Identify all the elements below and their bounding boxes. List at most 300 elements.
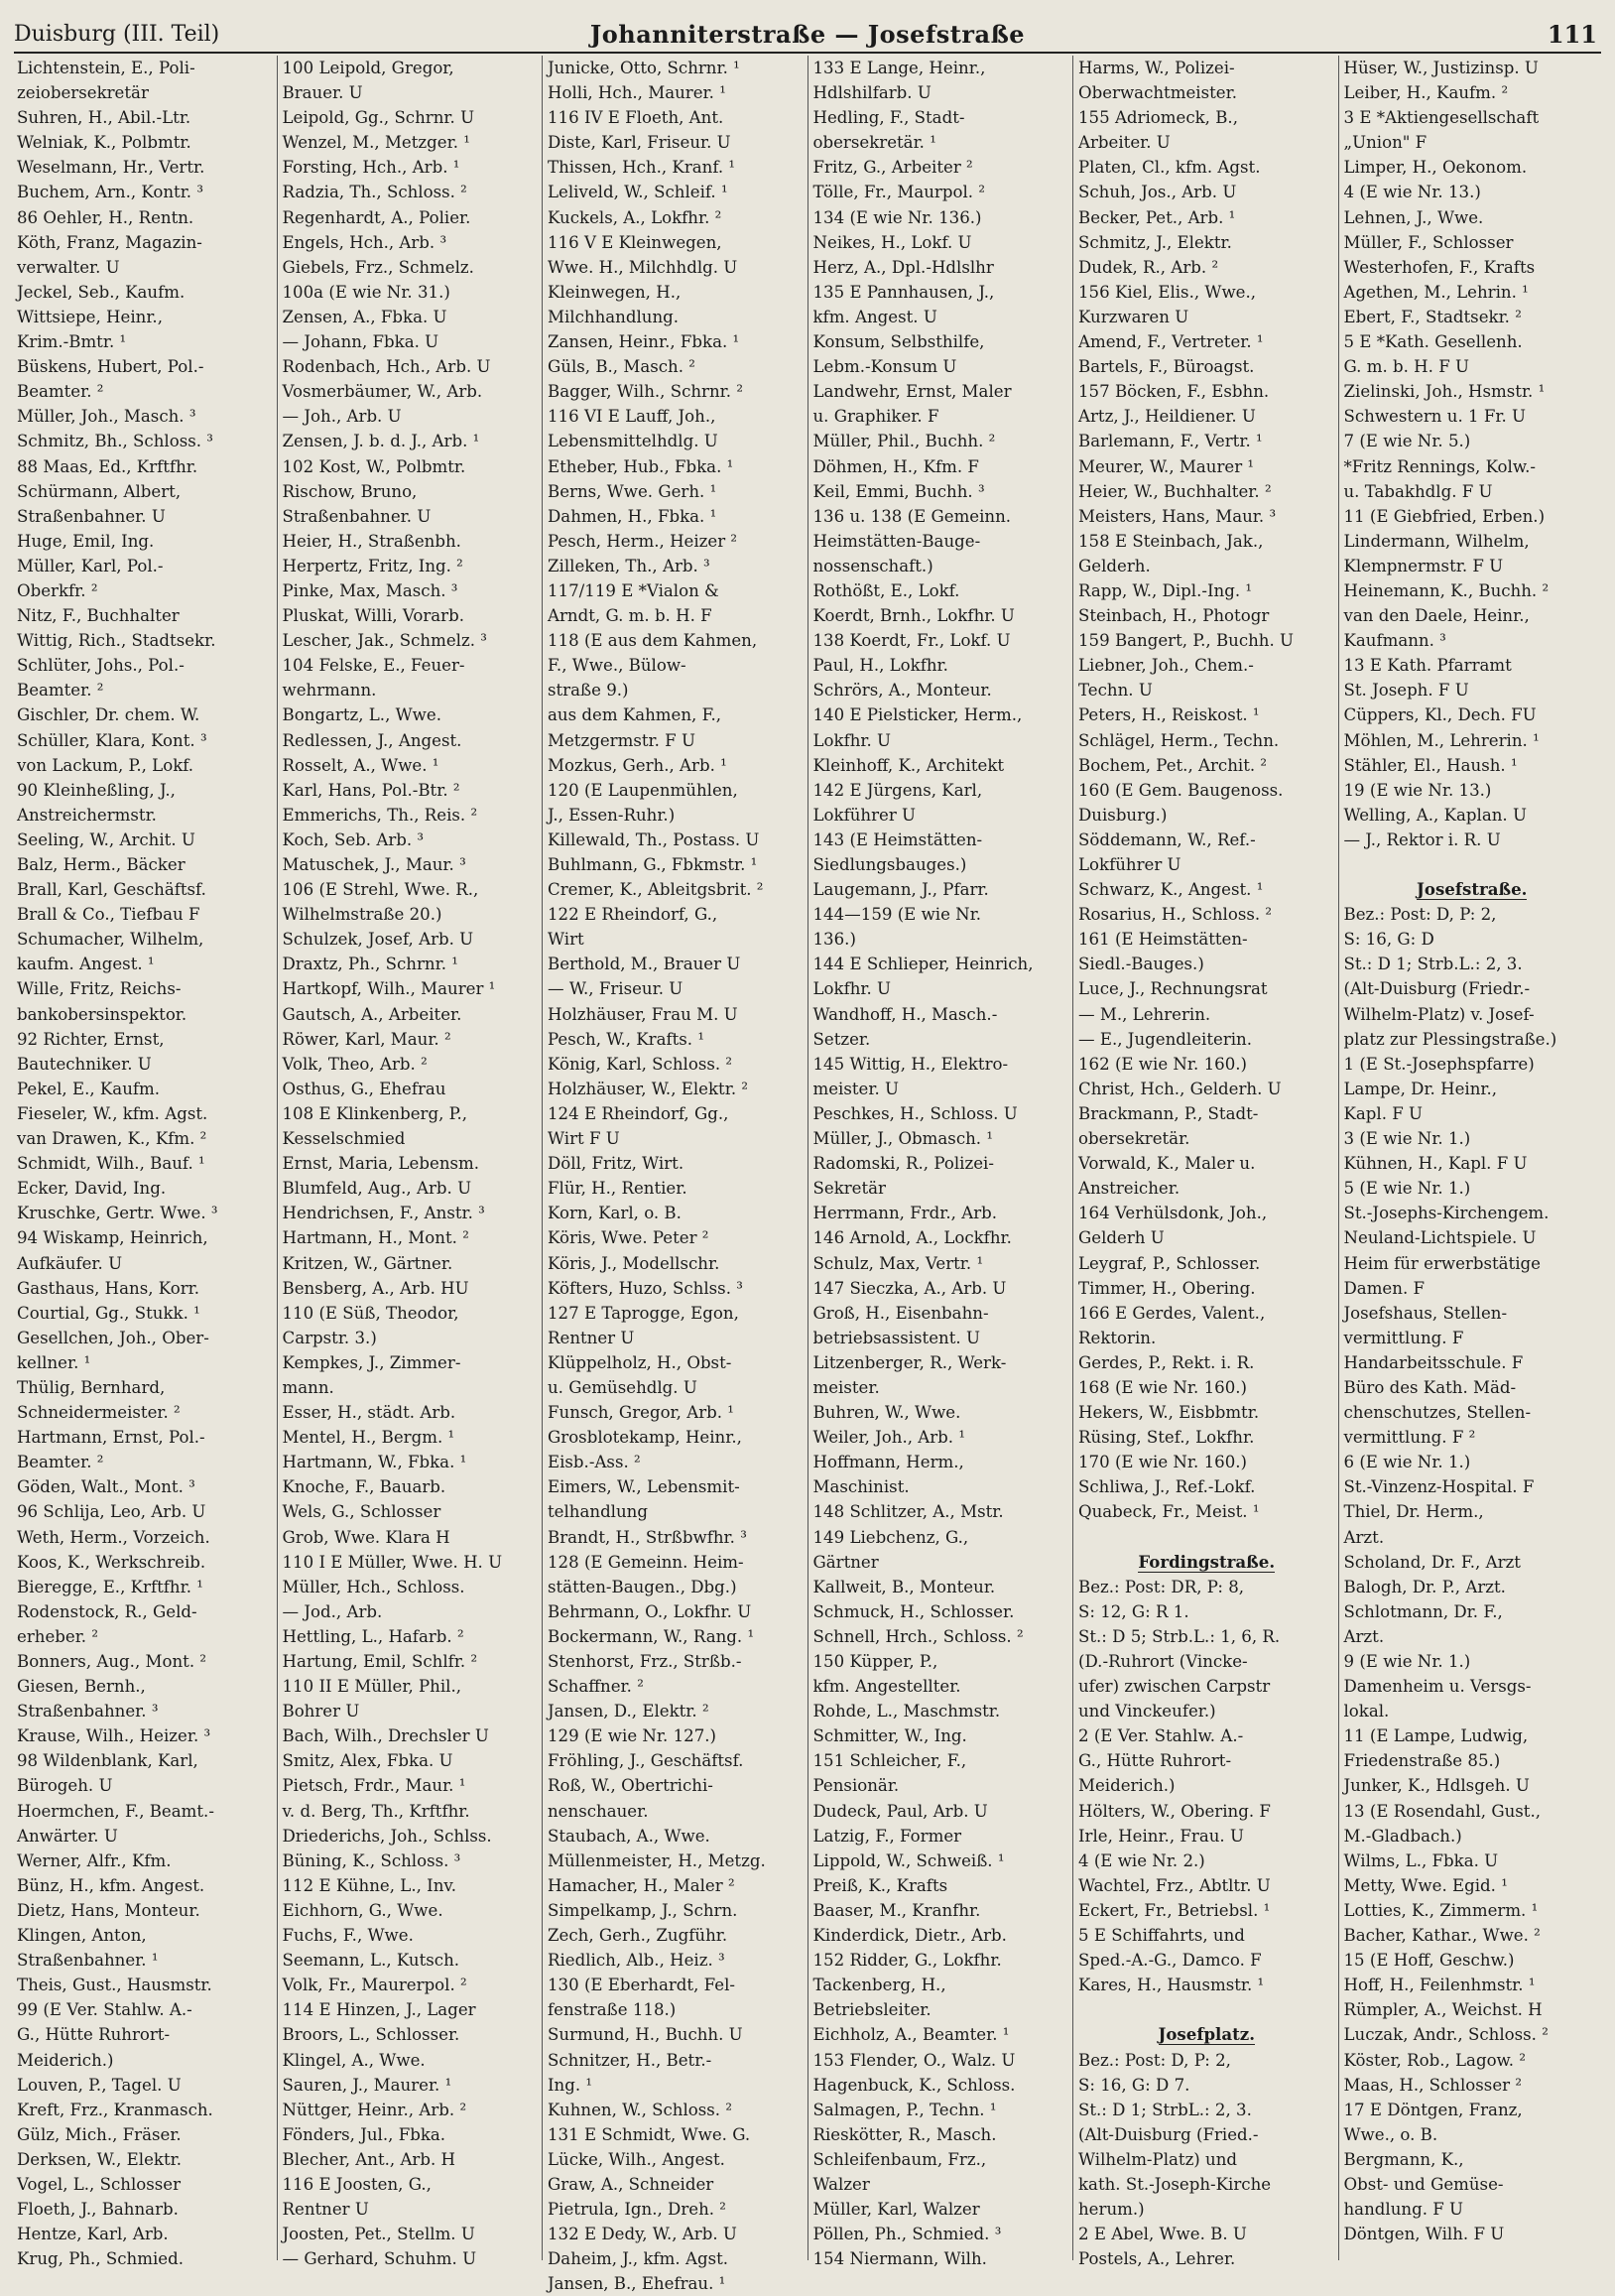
entry-line: Büskens, Hubert, Pol.- <box>17 357 204 377</box>
entry-line: vermittlung. F ² <box>1343 1428 1476 1448</box>
entry-line: 143 (E Heimstätten- <box>812 829 983 849</box>
entry-line: Killewald, Th., Postass. U <box>548 829 760 849</box>
entry-line: Müller, Hch., Schloss. <box>282 1577 465 1596</box>
entry-line: 3 E *Aktiengesellschaft <box>1343 108 1540 128</box>
entry-line: Seemann, L., Kutsch. <box>282 1951 460 1971</box>
entry-line: Kruschke, Gertr. Wwe. ³ <box>17 1204 218 1223</box>
entry-line: Sauren, J., Maurer. ¹ <box>282 2075 452 2095</box>
entry-line: 17 E Döntgen, Franz, <box>1343 2100 1523 2119</box>
entry-line: Tackenberg, H., <box>812 1976 946 1995</box>
entry-line: St.-Vinzenz-Hospital. F <box>1343 1477 1535 1497</box>
entry-line: St.: D 5; Strb.L.: 1, 6, R. <box>1078 1626 1281 1646</box>
entry-line: 3 (E wie Nr. 1.) <box>1343 1129 1471 1149</box>
entry-line: Leliveld, W., Schleif. ¹ <box>548 183 728 202</box>
entry-line: Köth, Franz, Magazin- <box>17 232 202 252</box>
entry-line: Regenhardt, A., Polier. <box>282 207 471 227</box>
entry-line: Schlüter, Johs., Pol.- <box>17 656 185 676</box>
entry-line: Meiderich.) <box>1078 1776 1176 1796</box>
entry-line: Christ, Hch., Gelderh. U <box>1078 1079 1282 1098</box>
entry-line: Neikes, H., Lokf. U <box>812 232 972 252</box>
entry-line: 130 (E Eberhardt, Fel- <box>548 1976 735 1995</box>
entry-line: Wels, G., Schlosser <box>282 1502 441 1522</box>
entry-line: Fritz, G., Arbeiter ² <box>812 158 973 178</box>
entry-line: Vogel, L., Schlosser <box>17 2174 182 2194</box>
entry-line: Blumfeld, Aug., Arb. U <box>282 1179 472 1199</box>
entry-line: Korn, Karl, o. B. <box>548 1204 682 1223</box>
entry-line: Hartmann, H., Mont. ² <box>282 1228 469 1248</box>
entry-line: 154 Niermann, Wilh. <box>812 2249 987 2269</box>
entry-line: bankobersinspektor. <box>17 1004 187 1024</box>
entry-line: M.-Gladbach.) <box>1343 1826 1462 1846</box>
entry-line: Grob, Wwe. Klara H <box>282 1527 450 1547</box>
entry-line: Döhmen, H., Kfm. F <box>812 456 979 476</box>
entry-line: Schnitzer, H., Betr.- <box>548 2050 712 2070</box>
entry-line: Eichhorn, G., Wwe. <box>282 1900 443 1920</box>
entry-line: 104 Felske, E., Feuer- <box>282 656 465 676</box>
entry-line: 127 E Taproggе, Egon, <box>548 1303 739 1323</box>
page-number: 111 <box>1547 20 1597 49</box>
entry-line: 7 (E wie Nr. 5.) <box>1343 432 1471 451</box>
entry-line: Handarbeitsschule. F <box>1343 1352 1524 1372</box>
entry-line: Bünz, H., kfm. Angest. <box>17 1875 205 1895</box>
entry-line: 13 E Kath. Pfarramt <box>1343 656 1512 676</box>
entry-line: Hdlshilfarb. U <box>812 83 932 103</box>
entry-line: Matuschek, J., Maur. ³ <box>282 855 466 874</box>
entry-line: Göden, Walt., Mont. ³ <box>17 1477 195 1497</box>
entry-line: Laugemann, J., Pfarr. <box>812 880 989 900</box>
entry-line: Bürogeh. U <box>17 1776 113 1796</box>
entry-line: lokal. <box>1343 1702 1390 1722</box>
entry-line: 147 Sieczka, A., Arb. U <box>812 1278 1007 1298</box>
entry-line: Schürmann, Albert, <box>17 481 182 501</box>
entry-line: Hagenbuck, K., Schloss. <box>812 2075 1016 2095</box>
entry-line: *Fritz Rennings, Kolw.- <box>1343 456 1536 476</box>
entry-line: 5 E *Kath. Gesellenh. <box>1343 332 1523 352</box>
entry-line: — W., Friseur. U <box>548 979 683 999</box>
entry-line: Postels, A., Lehrer. <box>1078 2249 1236 2269</box>
entry-line: Thiel, Dr. Herm., <box>1343 1502 1484 1522</box>
entry-line: Rodenstock, R., Geld- <box>17 1601 197 1621</box>
entry-line: — M., Lehrerin. <box>1078 1004 1211 1024</box>
entry-line: Preiß, K., Krafts <box>812 1875 948 1895</box>
entry-line: Welling, A., Kaplan. U <box>1343 805 1527 825</box>
entry-line: 136.) <box>812 930 856 950</box>
entry-line: Litzenberger, R., Werk- <box>812 1352 1007 1372</box>
entry-line: Junicke, Otto, Schrnr. ¹ <box>548 59 740 77</box>
entry-line: Bergmann, K., <box>1343 2149 1464 2169</box>
entry-line: Welniak, K., Polbmtr. <box>17 133 191 153</box>
entry-line: Hölters, W., Obering. F <box>1078 1801 1271 1821</box>
entry-line: Nüttger, Heinr., Arb. ² <box>282 2100 467 2119</box>
entry-line: Brauer. U <box>282 83 363 103</box>
entry-line: Schlotmann, Dr. F., <box>1343 1601 1503 1621</box>
entry-line <box>1078 1525 1335 1550</box>
entry-line: 134 (E wie Nr. 136.) <box>812 207 982 227</box>
entry-line: Friedenstraße 85.) <box>1343 1751 1501 1771</box>
entry-line: Ebert, F., Stadtsekr. ² <box>1343 307 1522 326</box>
entry-line: Seeling, W., Archit. U <box>17 829 195 849</box>
entry-line: telhandlung <box>548 1502 648 1522</box>
entry-line: S: 12, G: R 1. <box>1078 1601 1189 1621</box>
entry-line: Dudek, R., Arb. ² <box>1078 257 1219 277</box>
entry-line: Damenheim u. Versgs- <box>1343 1677 1532 1697</box>
entry-line: Mentel, H., Bergm. ¹ <box>282 1428 455 1448</box>
entry-line: Bonners, Aug., Mont. ² <box>17 1652 207 1671</box>
entry-line: u. Tabakhdlg. F U <box>1343 481 1493 501</box>
entry-line: Wittsiepe, Heinr., <box>17 307 163 326</box>
entry-line: Lescher, Jak., Schmelz. ³ <box>282 631 487 651</box>
entry-line: St.: D 1; Strb.L.: 2, 3. <box>1343 955 1523 974</box>
entry-line: erheber. ² <box>17 1626 99 1646</box>
entry-line: Rieskötter, R., Masch. <box>812 2124 997 2144</box>
entry-line: Anstreicher. <box>1078 1179 1180 1199</box>
entry-line: Pietrula, Ign., Dreh. ² <box>548 2200 726 2220</box>
entry-line: (Alt-Duisburg (Fried.- <box>1078 2124 1259 2144</box>
entry-line: Steinbach, H., Photogr <box>1078 606 1270 626</box>
entry-line: Döll, Fritz, Wirt. <box>548 1154 684 1174</box>
entry-line: 99 (E Ver. Stahlw. A.- <box>17 2000 192 2020</box>
entry-line: Beamter. ² <box>17 382 104 402</box>
entry-line: 138 Koerdt, Fr., Lokf. U <box>812 631 1011 651</box>
entry-line: Pietsch, Frdr., Maur. ¹ <box>282 1776 466 1796</box>
entry-line: Holzhäuser, Frau M. U <box>548 1004 738 1024</box>
entry-line: Wilhelm-Platz) und <box>1078 2149 1238 2169</box>
entry-line: Lücke, Wilh., Angest. <box>548 2149 725 2169</box>
entry-line: Hekers, W., Eisbbmtr. <box>1078 1403 1260 1423</box>
entry-line: herum.) <box>1078 2200 1145 2220</box>
entry-line: Kinderdick, Dietr., Arb. <box>812 1926 1007 1946</box>
entry-line: Heinemann, K., Buchh. ² <box>1343 580 1550 600</box>
entry-line: 106 (E Strehl, Wwe. R., <box>282 880 479 900</box>
entry-line: Wilhelmstraße 20.) <box>282 905 442 925</box>
entry-line: Rektorin. <box>1078 1328 1157 1347</box>
entry-line: Köfters, Huzo, Schlss. ³ <box>548 1278 743 1298</box>
entry-line: 157 Böcken, F., Esbhn. <box>1078 382 1270 402</box>
entry-line: Pinke, Max, Masch. ³ <box>282 580 458 600</box>
entry-line: Staubach, A., Wwe. <box>548 1826 710 1846</box>
entry-line: 151 Schleicher, F., <box>812 1751 967 1771</box>
entry-line: Mozkus, Gerh., Arb. ¹ <box>548 755 727 775</box>
entry-line: Arndt, G. m. b. H. F <box>548 606 712 626</box>
entry-line: Maschinist. <box>812 1477 910 1497</box>
entry-line: St. Joseph. F U <box>1343 681 1469 701</box>
entry-line: Beamter. ² <box>17 681 104 701</box>
entry-line: Derksen, W., Elektr. <box>17 2149 183 2169</box>
entry-line: Becker, Pet., Arb. ¹ <box>1078 207 1236 227</box>
entry-line: Wilms, L., Fbka. U <box>1343 1850 1499 1870</box>
entry-line: meister. U <box>812 1079 900 1098</box>
entry-line: Weth, Herm., Vorzeich. <box>17 1527 210 1547</box>
entry-line: Hedling, F., Stadt- <box>812 108 965 128</box>
entry-line: 140 E Pielsticker, Herm., <box>812 705 1023 725</box>
entry-line: 133 E Lange, Heinr., <box>812 59 986 77</box>
entry-line: Hettling, L., Hafarb. ² <box>282 1626 464 1646</box>
entry-line: Courtial, Gg., Stukk. ¹ <box>17 1303 200 1323</box>
entry-line: obersekretär. ¹ <box>812 133 936 153</box>
entry-line: Carpstr. 3.) <box>282 1328 377 1347</box>
entry-line: 117/119 E *Vialon & <box>548 580 719 600</box>
entry-line: Engels, Hch., Arb. ³ <box>282 232 447 252</box>
entry-line: Schulz, Max, Vertr. ¹ <box>812 1253 984 1273</box>
entry-line: 135 E Pannhausen, J., <box>812 282 995 302</box>
entry-line: Salmagen, P., Techn. ¹ <box>812 2100 997 2119</box>
entry-line: Straßenbahner. U <box>17 506 166 526</box>
entry-line: Kaufmann. ³ <box>1343 631 1446 651</box>
entry-line: obersekretär. <box>1078 1129 1190 1149</box>
entry-line: Bartels, F., Büroagst. <box>1078 357 1255 377</box>
entry-line: Müller, Karl, Pol.- <box>17 556 164 575</box>
entry-line: Lebensmittelhdlg. U <box>548 432 718 451</box>
entry-line: 100 Leipold, Gregor, <box>282 59 454 77</box>
entry-line: — Jod., Arb. <box>282 1601 383 1621</box>
entry-line: Joosten, Pet., Stellm. U <box>282 2225 475 2244</box>
entry-line: (Alt-Duisburg (Friedr.- <box>1343 979 1531 999</box>
entry-line: Arzt. <box>1343 1527 1385 1547</box>
entry-line: Gülz, Mich., Fräser. <box>17 2124 182 2144</box>
entry-line: 118 (E aus dem Kahmen, <box>548 631 758 651</box>
entry-line: Müller, Joh., Masch. ³ <box>17 407 196 427</box>
entry-line: Buhlmann, G., Fbkmstr. ¹ <box>548 855 758 874</box>
page-header <box>14 14 1601 54</box>
entry-line: Obst- und Gemüse- <box>1343 2174 1504 2194</box>
entry-line: Wachtel, Frz., Abtltr. U <box>1078 1875 1271 1895</box>
entry-line: aus dem Kahmen, F., <box>548 705 722 725</box>
entry-line: Hartmann, Ernst, Pol.- <box>17 1428 205 1448</box>
entry-line: Forsting, Hch., Arb. ¹ <box>282 158 460 178</box>
entry-line: Wirt <box>548 930 584 950</box>
entry-line: „Union" F <box>1343 133 1428 153</box>
entry-line: u. Gemüsehdlg. U <box>548 1377 697 1397</box>
entry-line: Konsum, Selbsthilfe, <box>812 332 985 352</box>
entry-line: Grosblotekamp, Heinr., <box>548 1428 742 1448</box>
entry-line: 120 (E Laupenmühlen, <box>548 780 738 800</box>
entry-line: Kreft, Frz., Kranmasch. <box>17 2100 213 2119</box>
entry-line: verwalter. U <box>17 257 120 277</box>
entry-line: kellner. ¹ <box>17 1352 91 1372</box>
entry-line: Groß, H., Eisenbahn- <box>812 1303 989 1323</box>
column-2 <box>278 56 544 2269</box>
entry-line: Wwe., o. B. <box>1343 2124 1438 2144</box>
entry-line: platz zur Plessingstraße.) <box>1343 1029 1557 1049</box>
entry-line: König, Karl, Schloss. ² <box>548 1054 733 1074</box>
entry-line: handlung. F U <box>1343 2200 1464 2220</box>
entry-line: Straßenbahner. ³ <box>17 1702 159 1722</box>
entry-line: van den Daele, Heinr., <box>1343 606 1530 626</box>
entry-line: Gelderh. <box>1078 556 1151 575</box>
entry-line: Bensberg, A., Arb. HU <box>282 1278 469 1298</box>
entry-line: Theis, Gust., Hausmstr. <box>17 1976 212 1995</box>
entry-line: Schneidermeister. ² <box>17 1403 181 1423</box>
entry-line: Balz, Herm., Bäcker <box>17 855 186 874</box>
entry-line: Bez.: Post: D, P: 2, <box>1078 2050 1231 2070</box>
entry-line: Latzig, F., Former <box>812 1826 962 1846</box>
entry-line: — Joh., Arb. U <box>282 407 402 427</box>
entry-line: Eichholz, A., Beamter. ¹ <box>812 2025 1010 2045</box>
entry-line: Hendrichsen, F., Anstr. ³ <box>282 1204 485 1223</box>
entry-line: 100a (E wie Nr. 31.) <box>282 282 450 302</box>
entry-line: Quabeck, Fr., Meist. ¹ <box>1078 1502 1260 1522</box>
entry-line: Schaffner. ² <box>548 1677 644 1697</box>
entry-line: Wenzel, M., Metzger. ¹ <box>282 133 470 153</box>
entry-line: 1 (E St.-Josephspfarre) <box>1343 1054 1535 1074</box>
entry-line: Osthus, G., Ehefrau <box>282 1079 446 1098</box>
entry-line: 108 E Klinkenberg, P., <box>282 1103 467 1123</box>
entry-line: — E., Jugendleiterin. <box>1078 1029 1253 1049</box>
entry-line: Siedlungsbauges.) <box>812 855 967 874</box>
entry-line: Meurer, W., Maurer ¹ <box>1078 456 1255 476</box>
entry-line: Oberwachtmeister. <box>1078 83 1237 103</box>
entry-line: Ecker, David, Ing. <box>17 1179 167 1199</box>
entry-line: 166 E Gerdes, Valent., <box>1078 1303 1266 1323</box>
entry-line: Eimers, W., Lebensmit- <box>548 1477 740 1497</box>
entry-line: 114 E Hinzen, J., Lager <box>282 2000 476 2020</box>
entry-line: Leygraf, P., Schlosser. <box>1078 1253 1261 1273</box>
entry-line: 13 (E Rosendahl, Gust., <box>1343 1801 1541 1821</box>
entry-line: Kritzen, W., Gärtner. <box>282 1253 453 1273</box>
entry-line: Karl, Hans, Pol.-Btr. ² <box>282 780 460 800</box>
entry-line: 90 Kleinheßling, J., <box>17 780 176 800</box>
entry-line: Wilhelm-Platz) v. Josef- <box>1343 1004 1535 1024</box>
entry-line: G., Hütte Ruhrort- <box>1078 1751 1232 1771</box>
entry-line: Röwer, Karl, Maur. ² <box>282 1029 451 1049</box>
entry-line: Suhren, H., Abil.-Ltr. <box>17 108 191 128</box>
entry-line: Thissen, Hch., Kranf. ¹ <box>548 158 736 178</box>
entry-line: Bochem, Pet., Archit. ² <box>1078 755 1268 775</box>
entry-line: Hartkopf, Wilh., Maurer ¹ <box>282 979 496 999</box>
entry-line: 88 Maas, Ed., Krftfhr. <box>17 456 198 476</box>
entry-line: 116 E Joosten, G., <box>282 2174 432 2194</box>
entry-line: kfm. Angest. U <box>812 307 937 326</box>
entry-line <box>1078 1997 1335 2022</box>
entry-line: Güls, B., Masch. ² <box>548 357 695 377</box>
entry-line: Oberkfr. ² <box>17 580 98 600</box>
entry-line: Luce, J., Rechnungsrat <box>1078 979 1268 999</box>
entry-line: Schmitz, Bh., Schloss. ³ <box>17 432 213 451</box>
entry-line: Schumacher, Wilhelm, <box>17 930 204 950</box>
entry-line: Heimstätten-Bauge- <box>812 531 981 551</box>
entry-line: 153 Flender, O., Walz. U <box>812 2050 1016 2070</box>
entry-line: Brackmann, P., Stadt- <box>1078 1103 1259 1123</box>
entry-line: 19 (E wie Nr. 13.) <box>1343 780 1492 800</box>
entry-line: Betriebsleiter. <box>812 2000 932 2020</box>
entry-line: Rodenbach, Hch., Arb. U <box>282 357 491 377</box>
entry-line: Setzer. <box>812 1029 871 1049</box>
entry-line: 155 Adriomeck, B., <box>1078 108 1238 128</box>
entry-line: Techn. U <box>1078 681 1153 701</box>
entry-line: 131 E Schmidt, Wwe. G. <box>548 2124 751 2144</box>
entry-line: Schulzek, Josef, Arb. U <box>282 930 474 950</box>
street-heading-text: Josefplatz. <box>1158 2024 1255 2045</box>
entry-line: Buhren, W., Wwe. <box>812 1403 961 1423</box>
entry-line: Vosmerbäumer, W., Arb. <box>282 382 483 402</box>
entry-line: Floeth, J., Bahnarb. <box>17 2200 179 2220</box>
entry-line: Heier, W., Buchhalter. ² <box>1078 481 1272 501</box>
entry-line: Schwarz, K., Angest. ¹ <box>1078 880 1264 900</box>
entry-line: 92 Richter, Ernst, <box>17 1029 165 1049</box>
entry-line: — Gerhard, Schuhm. U <box>282 2249 477 2269</box>
entry-line: Volk, Fr., Maurerpol. ² <box>282 1976 467 1995</box>
entry-line: 5 (E wie Nr. 1.) <box>1343 1179 1471 1199</box>
entry-line: Hüser, W., Justizinsp. U <box>1343 59 1539 77</box>
entry-line: 2 (E Ver. Stahlw. A.- <box>1078 1726 1244 1746</box>
entry-line: Fröhling, J., Geschäftsf. <box>548 1751 744 1771</box>
entry-line: Pöllen, Ph., Schmied. ³ <box>812 2225 1002 2244</box>
entry-line: Gasthaus, Hans, Korr. <box>17 1278 200 1298</box>
column-6 <box>1339 56 1604 2260</box>
entry-line: Koos, K., Werkschreib. <box>17 1552 206 1572</box>
entry-line: u. Graphiker. F <box>812 407 939 427</box>
entry-line: Bockermann, W., Rang. ¹ <box>548 1626 755 1646</box>
entry-line: Schüller, Klara, Kont. ³ <box>17 730 207 750</box>
entry-line: — Johann, Fbka. U <box>282 332 439 352</box>
entry-line: Zech, Gerh., Zugführ. <box>548 1926 728 1946</box>
entry-line: Herz, A., Dpl.-Hdlslhr <box>812 257 994 277</box>
entry-line: 136 u. 138 (E Gemeinn. <box>812 506 1012 526</box>
entry-line: Luczak, Andr., Schloss. ² <box>1343 2025 1549 2045</box>
entry-line: Pesch, W., Krafts. ¹ <box>548 1029 705 1049</box>
entry-line: Klüppelholz, H., Obst- <box>548 1352 732 1372</box>
entry-line: Kurzwaren U <box>1078 307 1189 326</box>
entry-line: 156 Kiel, Elis., Wwe., <box>1078 282 1257 302</box>
entry-line: Weiler, Joh., Arb. ¹ <box>812 1428 966 1448</box>
entry-line: 110 (E Süß, Theodor, <box>282 1303 459 1323</box>
entry-line: Müller, Karl, Walzer <box>812 2200 980 2220</box>
entry-line: Hoermchen, F., Beamt.- <box>17 1801 214 1821</box>
entry-line: 102 Kost, W., Polbmtr. <box>282 456 466 476</box>
entry-line: Westerhofen, F., Krafts <box>1343 257 1536 277</box>
entry-line: 159 Bangert, P., Buchh. U <box>1078 631 1295 651</box>
entry-line: Berthold, M., Brauer U <box>548 955 741 974</box>
entry-line: Junker, K., Hdlsgeh. U <box>1343 1776 1530 1796</box>
entry-line: Bach, Wilh., Drechsler U <box>282 1726 489 1746</box>
entry-line: Bongartz, L., Wwe. <box>282 705 441 725</box>
entry-line: Sped.-A.-G., Damco. F <box>1078 1951 1262 1971</box>
entry-line: Werner, Alfr., Kfm. <box>17 1850 172 1870</box>
entry-line: Amend, F., Vertreter. ¹ <box>1078 332 1264 352</box>
entry-line: Barlemann, F., Vertr. ¹ <box>1078 432 1263 451</box>
entry-line: Brall & Co., Tiefbau F <box>17 905 200 925</box>
entry-line: Ing. ¹ <box>548 2075 593 2095</box>
entry-line: Kuhnen, W., Schloss. ² <box>548 2100 733 2119</box>
entry-line: St.: D 1; StrbL.: 2, 3. <box>1078 2100 1252 2119</box>
entry-line: 144 E Schlieper, Heinrich, <box>812 955 1034 974</box>
entry-line: 162 (E wie Nr. 160.) <box>1078 1054 1248 1074</box>
entry-line: Heim für erwerbstätige <box>1343 1253 1541 1273</box>
entry-line: 161 (E Heimstätten- <box>1078 930 1248 950</box>
entry-line: Fieseler, W., kfm. Agst. <box>17 1103 208 1123</box>
entry-line: Berns, Wwe. Gerh. ¹ <box>548 481 717 501</box>
entry-line: Thülig, Bernhard, <box>17 1377 166 1397</box>
column-1 <box>12 56 278 2269</box>
entry-line: 122 E Rheindorf, G., <box>548 905 718 925</box>
entry-line: Koerdt, Brnh., Lokfhr. U <box>812 606 1015 626</box>
entry-line: F., Wwe., Bülow- <box>548 656 686 676</box>
entry-line: Kleinhoff, K., Architekt <box>812 755 1005 775</box>
entry-line: ufer) zwischen Carpstr <box>1078 1677 1271 1697</box>
entry-line: Bez.: Post: DR, P: 8, <box>1078 1577 1245 1596</box>
entry-line: Lebm.-Konsum U <box>812 357 957 377</box>
entry-line: v. d. Berg, Th., Krftfhr. <box>282 1801 470 1821</box>
entry-line: Damen. F <box>1343 1278 1426 1298</box>
entry-line: St.-Josephs-Kirchengem. <box>1343 1204 1550 1223</box>
street-range-title: Johanniterstraße — Josefstraße <box>589 20 1026 49</box>
entry-line: 148 Schlitzer, A., Mstr. <box>812 1502 1004 1522</box>
entry-line: Lampe, Dr. Heinr., <box>1343 1079 1498 1098</box>
entry-line: Surmund, H., Buchh. U <box>548 2025 743 2045</box>
entry-line: Klingel, A., Wwe. <box>282 2050 426 2070</box>
entry-line: Fönders, Jul., Fbka. <box>282 2124 446 2144</box>
entry-line: vermittlung. F <box>1343 1328 1464 1347</box>
